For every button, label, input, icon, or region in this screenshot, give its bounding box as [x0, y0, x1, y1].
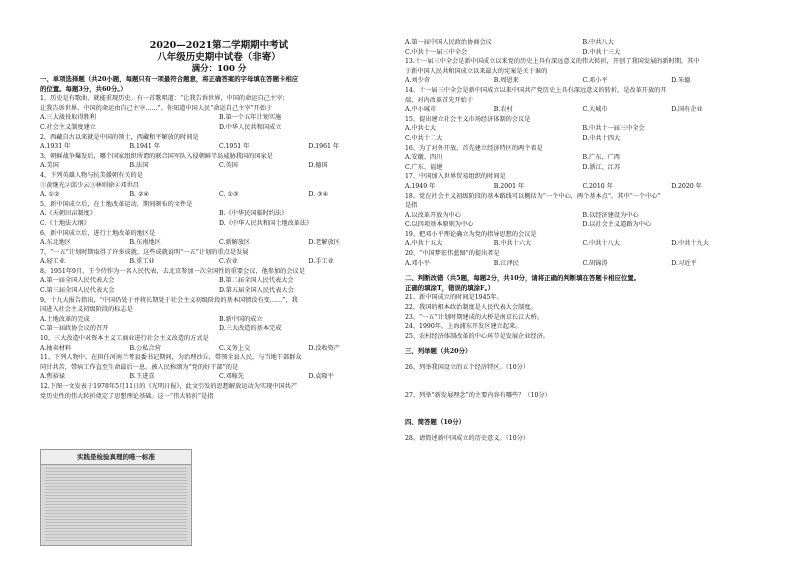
option-text: D.没收资产: [308, 344, 340, 352]
option-text: A.焦裕禄: [40, 373, 65, 381]
option-text: B.《中华民国临时约法》: [219, 210, 288, 218]
right-column: [405, 38, 760, 443]
question-text: 让我告诉世界，中国的命运由自己主宰……”。你知道中国人民“命运自己主宰”开始于: [40, 104, 273, 112]
question-text: 11、下列人物中，在担任河南兰考县委书记期间，为治理沙丘，带领全县人民，与当地干部群众: [40, 354, 302, 362]
option-row: [40, 113, 398, 123]
option-text: D.1961 年: [308, 143, 340, 151]
option-row: [405, 48, 760, 58]
option-text: A.第一届中国人民政治协商会议: [405, 39, 492, 46]
question-text: 28、请简述新中国成立的历史意义。（10分）: [405, 434, 530, 442]
option-text: D.2020 年: [671, 182, 702, 190]
option-row: [40, 142, 398, 152]
option-row: [405, 134, 760, 144]
option-text: B.王进喜: [129, 373, 155, 381]
option-row: [40, 276, 398, 286]
option-row: [40, 190, 398, 200]
question-text: 27、列举“新发展理念”的主要内容有哪些？（10分）: [405, 391, 551, 399]
option-text: C.第一届政协会议的召开: [40, 325, 109, 333]
option-text: B.农村: [493, 106, 513, 114]
question-text: 26、列举我国设立的五个经济特区。（10分）: [405, 364, 530, 371]
option-text: A.中共七大: [405, 125, 437, 133]
option-row: [405, 211, 760, 221]
option-text: C.社会主义制度建立: [40, 123, 96, 131]
option-text: A.第一届全国人民代表大会: [40, 277, 115, 285]
option-row: [405, 124, 760, 134]
option-text: A.美国: [40, 162, 59, 170]
option-text: C.农业: [219, 258, 238, 266]
exam-score: 满分：100 分: [191, 64, 247, 74]
option-text: D.第五届全国人民代表大会: [219, 287, 294, 295]
question-text: 14、十一届三中全会是新中国成立以来中国共产党历史上具有深远意义的转折，是改革开放的开: [405, 86, 667, 94]
option-row: [40, 324, 398, 334]
option-row: [405, 153, 760, 163]
question-text: 20、“中国梦宏伟蓝图”的提出者是: [405, 250, 500, 258]
option-text: D. ③④: [308, 191, 329, 199]
option-row: [40, 315, 398, 325]
question-text: 13.十一届三中全会是新中国成立以来党的历史上具有深远意义的伟大转折，开创了我国发展的新时期，其中: [405, 58, 700, 66]
question-text: 15、提出建立社会主义市场经济体制的会议是: [405, 115, 531, 123]
option-text: B.中共八大: [582, 39, 614, 46]
option-text: C.2010 年: [582, 182, 613, 190]
question-text: 国进入社会主义初级阶段的标志是: [40, 306, 133, 314]
question-text: 2、西藏自古以来就是中国的领土，西藏和平解放的时间是: [40, 133, 199, 141]
section-heading: 四、简答题（10分）: [405, 418, 466, 427]
option-text: A.1931 年: [40, 143, 71, 151]
option-row: [405, 182, 760, 192]
option-text: A.1949 年: [405, 182, 436, 190]
option-text: C.义务上交: [219, 344, 251, 352]
option-text: B.中共十一届三中全会: [582, 125, 645, 133]
option-text: C.中共十二大: [405, 134, 443, 142]
question-text: 16、为了对外开放，首先建立经济特区的两个省是: [405, 144, 543, 152]
option-row: [40, 161, 398, 171]
question-text: 18、党在社会主义初级阶段的基本路线可以概括为“一个中心，两个基本点”。其中“一个中心”: [405, 192, 661, 200]
option-text: A.东北地区: [40, 239, 72, 247]
option-text: A.土地改革的完成: [40, 315, 90, 323]
option-row: [40, 123, 398, 133]
option-text: B.公私合营: [129, 344, 161, 352]
question-text: 24、1990年，上海浦东开发区建立起来。: [405, 323, 522, 331]
option-text: B.新中国的成立: [219, 315, 263, 323]
option-row: [405, 259, 760, 269]
option-row: [405, 163, 760, 173]
option-text: D.习近平: [671, 259, 697, 267]
question-text: 是指: [405, 202, 418, 210]
option-text: D.中华人民共和国成立: [219, 123, 282, 131]
question-text: 党历史性的伟大转折奠定了思想理论基础。这一“伟大转折”是指: [40, 392, 214, 400]
option-row: [405, 239, 760, 249]
option-row: [405, 105, 760, 115]
option-text: C.邓小平: [582, 77, 608, 85]
answer-space: [405, 400, 760, 418]
option-text: C.以四项基本原则为中心: [405, 221, 474, 229]
option-row: [40, 344, 398, 354]
option-text: A.轻工业: [40, 258, 65, 266]
option-text: B.东南地区: [129, 239, 161, 247]
exam-subtitle: 八年级历史期中试卷（非寄）: [157, 52, 281, 63]
option-text: B.第一个五年计划实施: [219, 114, 282, 122]
option-text: A.三大战役取得胜利: [40, 114, 96, 122]
option-text: B.中共十六大: [493, 240, 532, 248]
section-heading: 三、列举题（共20分）: [405, 347, 472, 356]
option-text: C.广东、福建: [405, 163, 443, 171]
question-text: 同甘共苦，带病工作直至生命最后一息。被人民称颂为“党的好干部”的是: [40, 363, 239, 371]
question-text: 25、农村经济体制改革的中心环节是发展企业经济。: [405, 332, 549, 340]
question-text: 3、朝鲜战争爆发后，哪个国家组织所谓的联合国军队入侵朝鲜半岛威胁我国的国家是: [40, 152, 273, 160]
question-text: 7、“一五”计划时期取得了许多成就，这些成就说明“一五”计划的重点是发展: [40, 248, 249, 256]
option-text: B.周恩来: [493, 77, 519, 85]
question-text: 10、三大改造中对资本主义工商业进行社会主义改造的方式是: [40, 335, 209, 343]
exam-title: 2020—2021第二学期期中考试: [149, 40, 289, 51]
question-text: 端，对内改革首先开始于: [405, 96, 474, 104]
option-text: D.老解放区: [308, 239, 340, 247]
option-text: D.以社会主义道路为中心: [582, 221, 652, 229]
option-text: D.袁隆平: [308, 373, 334, 381]
option-text: C. ①③: [219, 191, 239, 199]
left-questions: [40, 75, 398, 401]
option-row: [405, 38, 760, 48]
option-row: [405, 76, 760, 86]
option-row: [405, 220, 760, 230]
right-questions: [405, 38, 760, 443]
option-text: B.以经济建设为中心: [582, 211, 639, 219]
option-text: D.国有企业: [671, 106, 703, 114]
option-text: C.中共十八大: [582, 240, 620, 248]
question-text: 8、1951年9月，王令侍作为一名人民代表，去北京参加一次全国性的重要会议，他参加的会议是: [40, 267, 305, 275]
option-text: C.中共十一届三中全会: [405, 48, 468, 56]
option-text: B.1941 年: [129, 143, 160, 151]
option-text: D.德国: [308, 162, 328, 170]
section-heading: 正确的填涂T，错误的填涂F。）: [405, 283, 495, 292]
option-text: C.新解放区: [219, 239, 251, 247]
question-text: 23、“一五”计划时期建成的大桥是南京长江大桥。: [405, 313, 543, 321]
question-text: 于新中国人民共和国成立以来最大的宪案是关于谁的: [405, 67, 548, 75]
option-text: C.邓稼先: [219, 373, 245, 381]
option-text: C.胡锦涛: [582, 259, 608, 267]
option-text: B.重工业: [129, 258, 155, 266]
question-text: ①黄继光②邱少云③林则徐④邓世昌: [40, 181, 139, 189]
question-text: 21、新中国成立的时间是1945年。: [405, 294, 503, 302]
question-text: 1、历史是有歌曲，就能重现历史。有一首歌唱道：“让我告诉世界，中国的命运自己主宰；: [40, 95, 289, 103]
option-text: D.手工业: [308, 258, 334, 266]
option-text: A.以改革开放为中心: [405, 211, 461, 219]
newspaper-image: [40, 449, 192, 546]
answer-space: [405, 373, 760, 391]
option-text: B.法国: [129, 162, 149, 170]
question-text: 19、把邓小平理论确立为党的指导思想的会议是: [405, 230, 537, 238]
option-text: D.《中华人民共和国土地改革法》: [219, 219, 313, 227]
option-row: [40, 286, 398, 296]
question-text: 22、我国的根本政治制度是人民代表大会制度。: [405, 304, 537, 312]
option-text: D.浙江、江苏: [582, 163, 621, 171]
option-text: B.2001 年: [493, 182, 525, 190]
option-row: [40, 219, 398, 229]
option-text: A.《天朝田亩制度》: [40, 210, 96, 218]
option-text: C.《土地法大纲》: [40, 219, 90, 227]
question-text: 6、新中国成立后，进行土地改革的地区是: [40, 229, 156, 237]
question-text: 12.下图一文发表于1978年5月11日的《光明日报》，此文引发的思想解放运动为实现中国共产: [40, 383, 298, 390]
option-text: B.第二届全国人民代表大会: [219, 277, 294, 285]
option-row: [40, 238, 398, 248]
option-text: A.中小城市: [405, 106, 437, 114]
section-heading: 的位置。每题3分，共60分。）: [40, 84, 127, 93]
option-text: D.中共十三大: [582, 48, 621, 56]
option-row: [40, 372, 398, 382]
option-text: D.中共十九大: [671, 240, 709, 248]
option-text: B.江泽民: [493, 259, 519, 267]
option-text: D.中共十四大: [582, 134, 621, 142]
section-heading: 二、判断改错（共5题，每题2分，共10分，请将正确的判断填在答题卡相应位置。: [405, 274, 641, 283]
option-text: A. ①②: [40, 191, 60, 199]
newspaper-headline: 实践是检验真理的唯一标准: [41, 450, 191, 465]
newspaper-text-block: [45, 468, 187, 541]
option-text: C.大城市: [582, 106, 608, 114]
option-text: C.第三届全国人民代表大会: [40, 287, 115, 295]
question-text: 4、下列英雄人物与抗美援朝有关的是: [40, 171, 143, 179]
option-text: A.安徽、四川: [405, 154, 443, 162]
option-text: B. ②④: [129, 191, 150, 199]
option-text: C.1951 年: [219, 143, 250, 151]
option-text: D.三大改造的基本完成: [219, 325, 282, 333]
question-text: 9、十九大报告指出，“中国仍处于并将长期处于社会主义初级阶段的基本国情没有变……”，我: [40, 296, 298, 304]
option-text: A.刘少奇: [405, 77, 430, 85]
option-text: A.中共十五大: [405, 240, 443, 248]
option-text: D.朱德: [671, 77, 691, 85]
option-row: [40, 257, 398, 267]
section-heading: 一、单项选择题（共20小题，每题只有一项最符合题意，将正确答案的字母填在答题卡相应: [40, 75, 299, 83]
option-text: A.邓小平: [405, 259, 430, 267]
option-text: A.抽卖材料: [40, 344, 72, 352]
question-text: 5、新中国成立后，在土地改革运动，期间颁布的文件是: [40, 200, 193, 208]
option-text: B.广东、广西: [582, 154, 620, 162]
option-row: [40, 209, 398, 219]
question-text: 17、中国加入世界贸易组织的时间是: [405, 173, 506, 181]
option-text: C.英国: [219, 162, 238, 170]
left-column: [40, 40, 398, 401]
